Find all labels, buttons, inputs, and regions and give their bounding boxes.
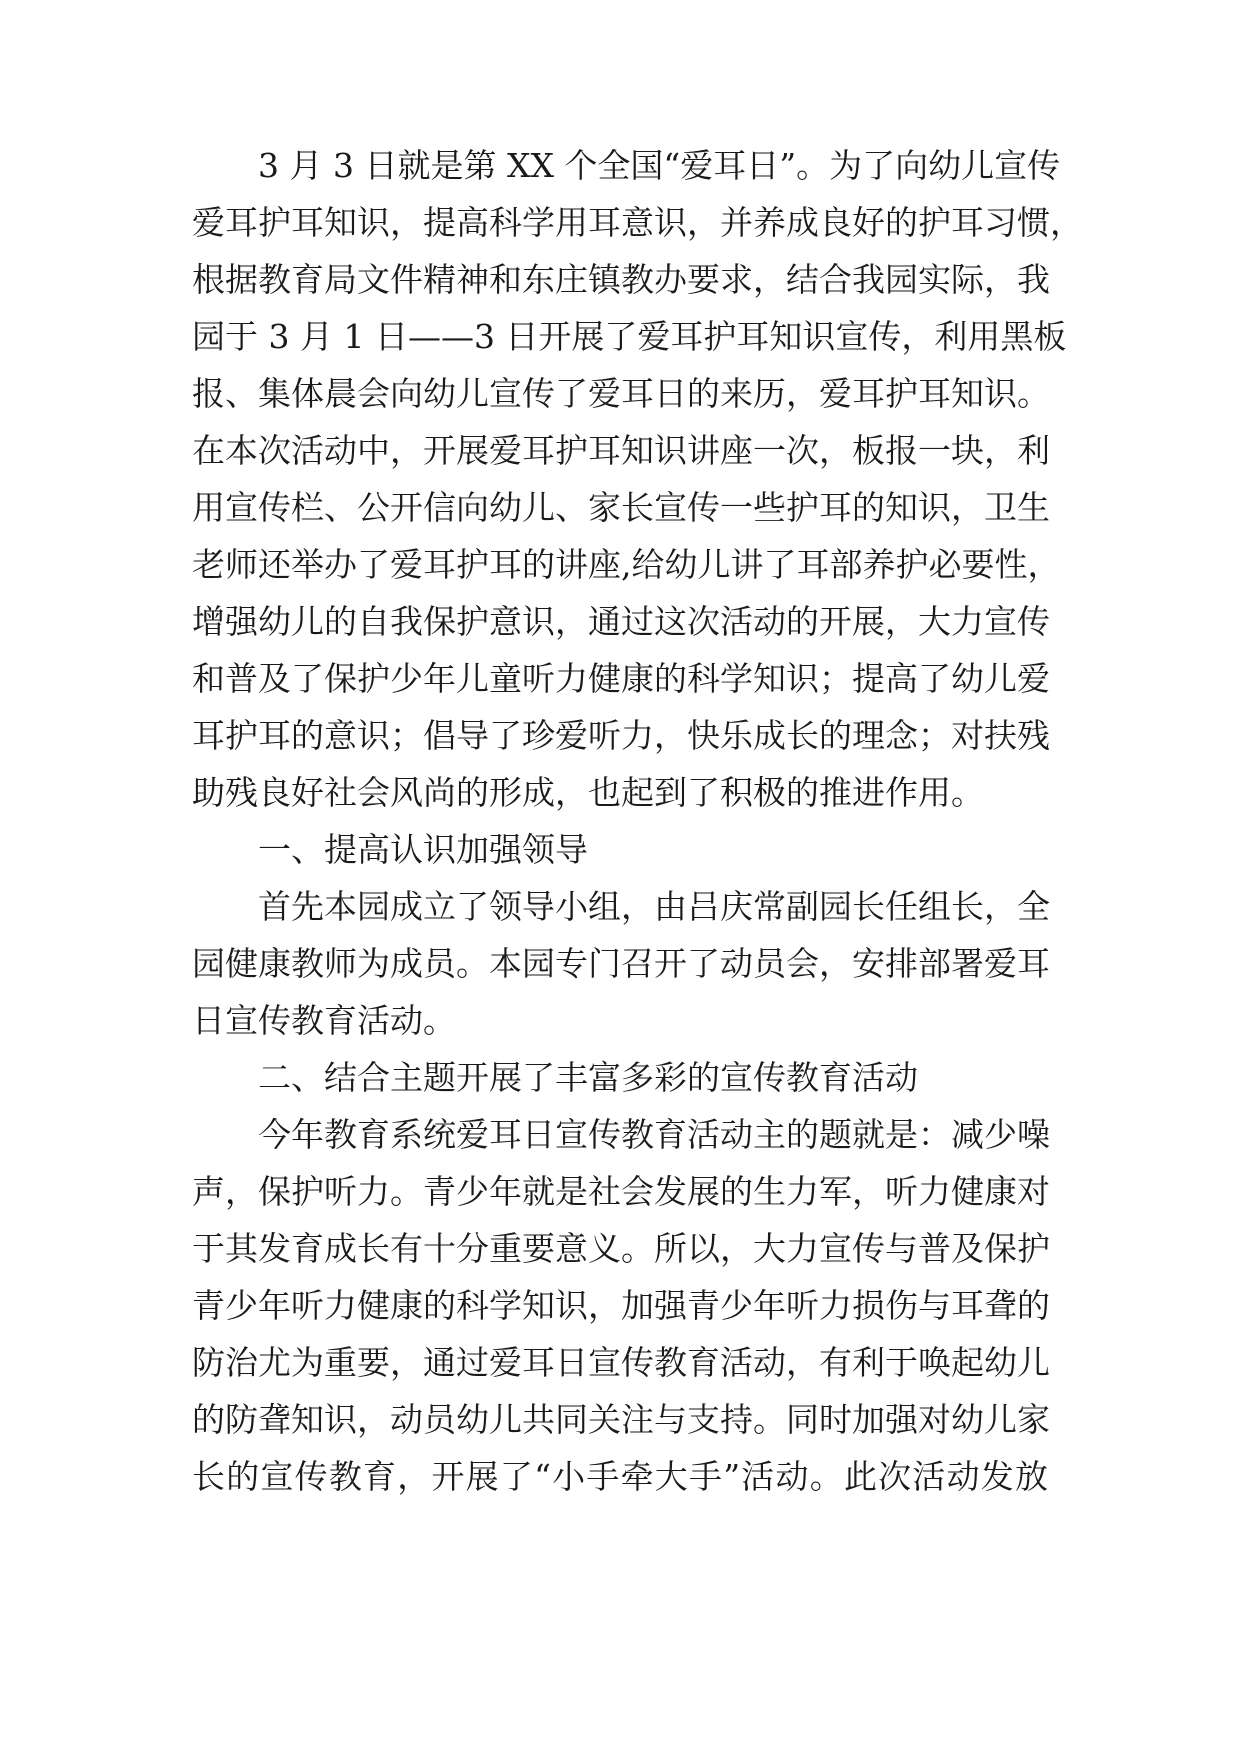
section-heading: 一、提高认识加强领导 (258, 830, 588, 869)
paragraph-line: 声，保护听力。青少年就是社会发展的生力军，听力健康对 (192, 1172, 1050, 1211)
paragraph-line: 今年教育系统爱耳日宣传教育活动主的题就是：减少噪 (258, 1115, 1050, 1154)
paragraph-line: 于其发育成长有十分重要意义。所以，大力宣传与普及保护 (192, 1229, 1050, 1268)
paragraph-line: 助残良好社会风尚的形成，也起到了积极的推进作用。 (192, 773, 984, 812)
paragraph-line: 的防聋知识，动员幼儿共同关注与支持。同时加强对幼儿家 (192, 1400, 1050, 1439)
paragraph-line: 耳护耳的意识；倡导了珍爱听力，快乐成长的理念；对扶残 (192, 716, 1050, 755)
section-heading: 二、结合主题开展了丰富多彩的宣传教育活动 (258, 1058, 918, 1097)
paragraph-line: 爱耳护耳知识，提高科学用耳意识，并养成良好的护耳习惯， (192, 203, 1083, 242)
paragraph-line: 3 月 3 日就是第 XX 个全国“爱耳日”。为了向幼儿宣传 (258, 146, 1061, 185)
paragraph-line: 根据教育局文件精神和东庄镇教办要求，结合我园实际，我 (192, 260, 1050, 299)
paragraph-line: 长的宣传教育，开展了“小手牵大手”活动。此次活动发放 (192, 1457, 1048, 1496)
paragraph-line: 首先本园成立了领导小组，由吕庆常副园长任组长，全 (258, 887, 1050, 926)
paragraph-line: 日宣传教育活动。 (192, 1001, 456, 1040)
paragraph-line: 增强幼儿的自我保护意识，通过这次活动的开展，大力宣传 (192, 602, 1050, 641)
paragraph-line: 报、集体晨会向幼儿宣传了爱耳日的来历，爱耳护耳知识。 (192, 374, 1050, 413)
paragraph-line: 在本次活动中，开展爱耳护耳知识讲座一次，板报一块，利 (192, 431, 1050, 470)
paragraph-line: 青少年听力健康的科学知识，加强青少年听力损伤与耳聋的 (192, 1286, 1050, 1325)
paragraph-line: 防治尤为重要，通过爱耳日宣传教育活动，有利于唤起幼儿 (192, 1343, 1050, 1382)
paragraph-line: 园健康教师为成员。本园专门召开了动员会，安排部署爱耳 (192, 944, 1050, 983)
paragraph-line: 园于 3 月 1 日——3 日开展了爱耳护耳知识宣传，利用黑板 (192, 317, 1067, 356)
paragraph-line: 和普及了保护少年儿童听力健康的科学知识；提高了幼儿爱 (192, 659, 1050, 698)
paragraph-line: 老师还举办了爱耳护耳的讲座,给幼儿讲了耳部养护必要性， (192, 545, 1061, 584)
paragraph-line: 用宣传栏、公开信向幼儿、家长宣传一些护耳的知识，卫生 (192, 488, 1050, 527)
